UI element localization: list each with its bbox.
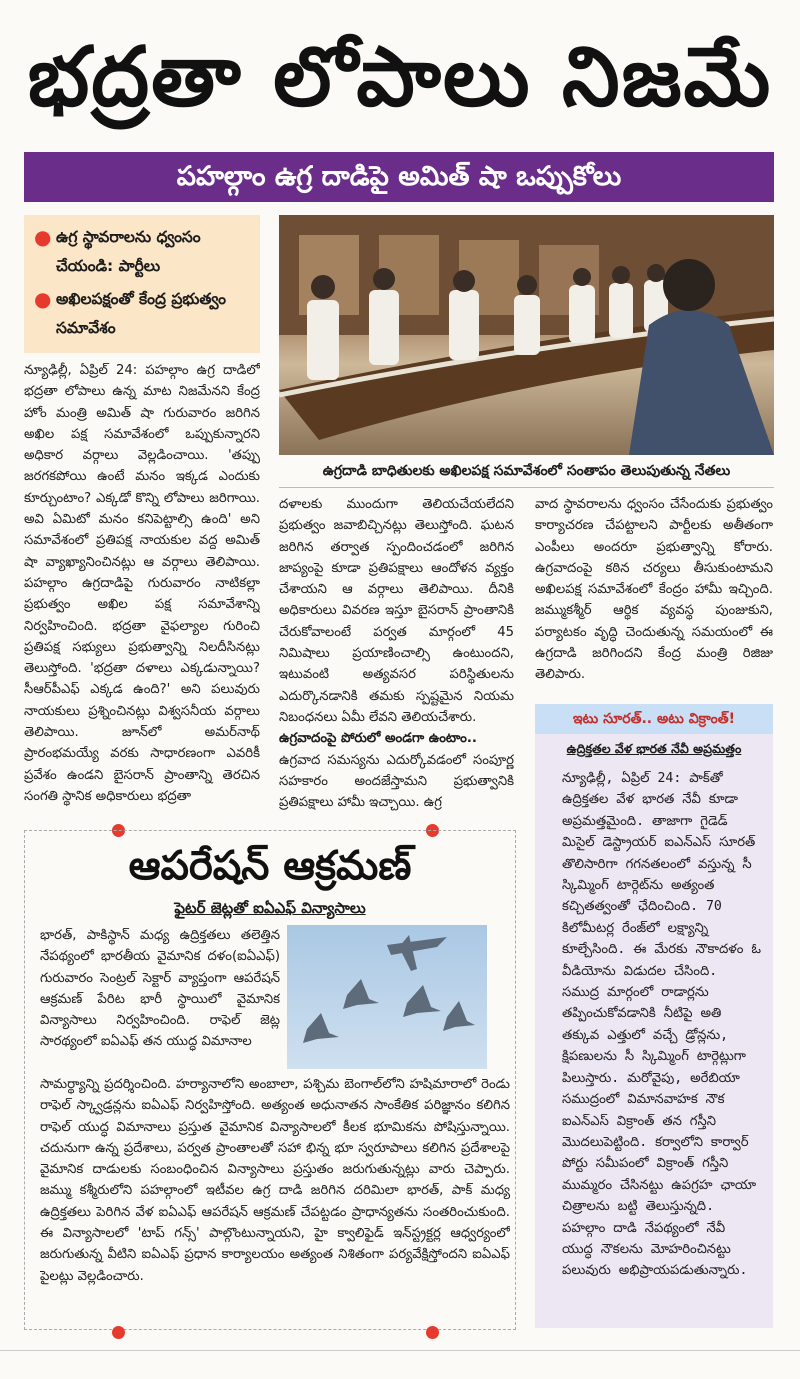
photo-caption: ఉగ్రదాడి బాధితులకు అఖిలపక్ష సమావేశంలో సంతాపం తెలుపుతున్న నేతలు xyxy=(279,455,774,488)
operation-text-top xyxy=(40,925,280,1071)
decor-dot xyxy=(112,1326,125,1339)
bottom-divider xyxy=(0,1350,800,1351)
operation-subtitle: ఫైటర్ జెట్లతో ఐఏఎఫ్ విన్యాసాలు xyxy=(174,899,366,917)
highlights-box xyxy=(24,215,260,353)
subheadline-bar: పహల్గాం ఉగ్ర దాడిపై అమిత్ షా ఒప్పుకోలు xyxy=(24,152,774,202)
sidebar-subheader: ఉద్రిక్తతల వేళ భారత నేవీ అప్రమత్తం xyxy=(566,741,742,756)
sidebar-text: న్యూఢిల్లీ, ఏప్రిల్ 24: పాక్‌తో ఉద్రిక్తతల వేళ భారత నేవీ కూడా అప్రమత్తమైంది. తాజాగా గైడెడ్ మిసైల్ డెస్ట్రాయర్ ఐఎన్ఎస్ సూరత్ తొలిసారిగా గగనతలంలో వస్తున్న సీ స్కిమ్మింగ్ టార్గెట్‌ను అత్యంత కచ్చితత్వంతో ఛేదించింది. 70 కిలోమీటర్ల రేంజ్‌లో లక్ష్యాన్ని కూల్చేసింది. ఈ మేరకు నౌకాదళం ఓ వీడియోను విడుదల చేసింది. సముద్ర మార్గంలో రాడార్లను తప్పించుకోవడానికి నీటిపై అతి తక్కువ ఎత్తులో వచ్చే డ్రోన్లను, క్షిపణులను సీ స్కిమ్మింగ్ టార్గెట్లుగా పిలుస్తారు. మరోవైపు, అరేబియా సముద్రంలో విమానవాహక నౌక ఐఎన్ఎస్ విక్రాంత్ తన గస్తీని మొదలుపెట్టింది. కర్వాలోని కార్వార్ పోర్టు సమీపంలో విక్రాంత్ గస్తీని ముమ్మరం చేసినట్టు ఉపగ్రహ ఛాయా చిత్రాలను బట్టి తెలుస్తున్నది. పహల్గాం దాడి నేపథ్యంలో నేవీ యుద్ధ నౌకలను మోహరించినట్టు పలువురు అభిప్రాయపడుతున్నారు. xyxy=(562,771,762,1279)
sidebar-header: ఇటు సూరత్.. అటు విక్రాంత్! xyxy=(535,704,773,734)
article-col-3 xyxy=(535,494,773,694)
article-col-2 xyxy=(279,494,514,824)
article-subhead: ఉగ్రవాదంపై పోరులో అండగా ఉంటాం.. xyxy=(279,731,477,747)
article-text: ఉగ్రవాద సమస్యను ఎదుర్కోవడంలో సంపూర్ణ సహకారం అందజేస్తామని ప్రభుత్వానికి ప్రతిపక్షాలు హామీ ఇచ్చాయి. ఉగ్ర xyxy=(279,752,514,811)
operation-text: భారత్, పాకిస్థాన్ మధ్య ఉద్రిక్తతలు తలెత్తిన నేపథ్యంలో భారతీయ వైమానిక దళం(ఐఏఎఫ్) గురువారం సెంట్రల్ సెక్టార్ వ్యాప్తంగా ఆపరేషన్ ఆక్రమణ్ పేరిట భారీ స్థాయిలో వైమానిక విన్యాసాలు నిర్వహించింది. రాఫెల్ జెట్ల సారథ్యంలో ఐఏఎఫ్ తన యుద్ధ విమానాల xyxy=(40,928,280,1050)
article-text: వాద స్థావరాలను ధ్వంసం చేసేందుకు ప్రభుత్వం కార్యాచరణ చేపట్టాలని పార్టీలకు అతీతంగా ఎంపీలు అందరూ ప్రభుత్వాన్ని కోరారు. ఉగ్రవాదంపై కఠిన చర్యలు తీసుకుంటామని అఖిలపక్ష సమావేశంలో కేంద్రం హామీ ఇచ్చింది. జమ్ముకశ్మీర్ ఆర్థిక వ్యవస్థ పుంజుకుని, పర్యాటకం వృద్ధి చెందుతున్న సమయంలో ఈ ఉగ్రదాడి జరిగిందని కేంద్ర మంత్రి రిజిజు తెలిపారు. xyxy=(535,497,773,683)
article-text: న్యూఢిల్లీ, ఏప్రిల్ 24: పహల్గాం ఉగ్ర దాడిలో భద్రతా లోపాలు ఉన్న మాట నిజమేనని కేంద్ర హోం మంత్రి అమిత్ షా గురువారం జరిగిన అఖిల పక్ష సమావేశంలో ఒప్పుకున్నారని అధికార వర్గాలు వెల్లడించాయి. 'తప్పు జరగకపోయి ఉంటే మనం ఇక్కడ ఎందుకు కూర్చుంటాం? ఎక్కడో కొన్ని లోపాలు జరిగాయి. అవి ఏమిటో మనం కనిపెట్టాల్సి ఉంది' అని సమావేశంలో ప్రతిపక్ష నాయకుల వద్ద అమిత్ షా వ్యాఖ్యానించినట్లు ఆ వర్గాలు తెలిపాయి. పహల్గాం ఉగ్రదాడిపై గురువారం నాటికల్లా ప్రభుత్వం అఖిల పక్ష సమావేశాన్ని నిర్వహించింది. భద్రతా వైఫల్యాల గురించి ప్రతిపక్ష సభ్యులు ప్రభుత్వాన్ని నిలదీసినట్లు తెలుస్తోంది. 'భద్రతా దళాలు ఎక్కడున్నాయి? సీఆర్‌పీఎఫ్ ఎక్కడ ఉంది?' అని పలువురు నాయకులు ప్రశ్నించినట్లు విశ్వసనీయ వర్గాలు తెలిపాయి. జూన్‌లో అమర్‌నాథ్ ప్రారంభమయ్యే వరకు సాధారణంగా ఎవరికీ ప్రవేశం ఉండని బైసరాన్ ప్రాంతాన్ని తెరచిన సంగతి స్థానిక అధికారులు భద్రతా xyxy=(24,363,260,804)
headline: భద్రతా లోపాలు నిజమే xyxy=(27,30,773,125)
operation-text: సామర్థ్యాన్ని ప్రదర్శించింది. హర్యానాలోని అంబాలా, పశ్చిమ బెంగాల్‌లోని హషిమారాలో రెండు రాఫెల్ స్క్వాడ్రన్లను ఐఏఎఫ్ నిర్వహిస్తోంది. అత్యంత అధునాతన సాంకేతిక పరిజ్ఞానం కలిగిన రాఫెల్ యుద్ధ విమానాలు ప్రస్తుత వైమానిక విన్యాసాలలో కీలక భూమికను పోషిస్తున్నాయి. చదునుగా ఉన్న ప్రదేశాలు, పర్వత ప్రాంతాలతో సహా భిన్న భూ స్వరూపాలు కలిగిన ప్రదేశాలపై వైమానిక దాడులకు సంబంధించిన విన్యాసాలు ప్రస్తుతం జరుగుతున్నట్లు వారు చెప్పారు. జమ్ము కశ్మీరులోని పహల్గాంలో ఇటీవల ఉగ్ర దాడి జరిగిన దరిమిలా భారత్, పాక్ మధ్య ఉద్రిక్తతలు పెరిగిన వేళ ఐఏఎఫ్ ఆపరేషన్ ఆక్రమణ్ చేపట్టడం ప్రాధాన్యతను సంతరించుకుంది. ఈ విన్యాసాలలో 'టాప్ గన్స్' పాల్గొంటున్నాయని, హై క్వాలిఫైడ్ ఇన్‌స్ట్రక్టర్ల ఆధ్వర్యంలో జరుగుతున్న వీటిని ఐఏఎఫ్ ప్రధాన కార్యాలయం అత్యంత నిశితంగా పర్యవేక్షిస్తోందని ఐఏఎఫ్ పైలట్లు వెల్లడించారు. xyxy=(40,1077,510,1284)
sidebar-body xyxy=(562,768,762,1320)
bullet-icon: ● xyxy=(34,287,52,311)
article-col-1 xyxy=(24,360,260,830)
decor-dot xyxy=(426,1326,439,1339)
operation-title: ఆపరేషన్ ఆక్రమణ్ xyxy=(128,843,412,889)
bullet-icon: ● xyxy=(34,225,52,249)
operation-text-bottom xyxy=(40,1074,510,1322)
highlight-item xyxy=(34,223,252,281)
meeting-photo xyxy=(279,215,774,455)
article-text: దళాలకు ముందుగా తెలియచేయలేదని ప్రభుత్వం జవాబిచ్చినట్లు తెలుస్తోంది. ఘటన జరిగిన తర్వాత స్పందించడంలో జరిగిన జాప్యంపై కూడా ప్రతిపక్షాలు ఆందోళన వ్యక్తం చేశాయని ఆ వర్గాలు తెలిపాయి. దీనికి అధికారులు వివరణ ఇస్తూ బైసరాన్ ప్రాంతానికి చేరుకోవాలంటే పర్వత మార్గంలో 45 నిమిషాలు ప్రయాణించాల్సి ఉంటుందని, ఇటువంటి అత్యవసర పరిస్థితులను ఎదుర్కొనడానికి తమకు స్పష్టమైన నియమ నిబంధనలు ఏమీ లేవని తెలియచేశారు. xyxy=(279,497,514,725)
highlight-text: ఉగ్ర స్థావరాలను ధ్వంసం చేయండి: పార్టీలు xyxy=(56,228,201,275)
highlight-item xyxy=(34,285,252,343)
fighter-jets-photo xyxy=(287,925,487,1069)
highlight-text: అఖిలపక్షంతో కేంద్ర ప్రభుత్వం సమావేశం xyxy=(56,290,226,337)
